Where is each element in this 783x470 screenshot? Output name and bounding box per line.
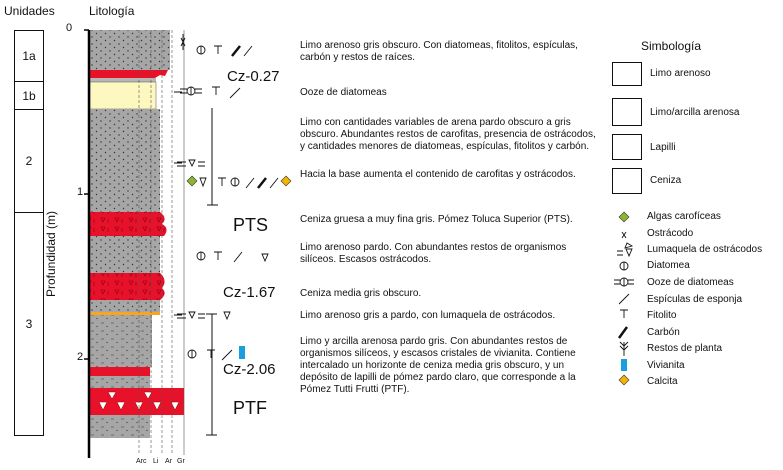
legend-label-sandy-silt: Limo arenoso	[650, 68, 711, 79]
plant-icon	[181, 34, 185, 50]
legend-box-ash	[612, 168, 642, 194]
sample-brackets	[174, 92, 218, 435]
desc-ash-medium: Ceniza media gris obscuro.	[300, 288, 422, 299]
legend-label-diatom: Diatomea	[647, 260, 690, 271]
legend-box-clayey-silt	[612, 98, 642, 126]
legend-label-charcoal: Carbón	[647, 327, 680, 338]
tephra-ptf: PTF	[233, 398, 267, 418]
legend-label-phytolith: Fitolito	[647, 310, 677, 321]
vivianite-icon	[239, 346, 245, 359]
desc-unit3: Limo y arcilla arenosa pardo gris. Con abundantes restos de organismos silíceos, y escasos cristales de vivianita. Contiene intercalado un horizonte de ceniza media gris obscuro, y un depósito de lapilli de pómez pardo claro, que corresponde a la Pómez Tutti Frutti (PTF).	[300, 336, 576, 395]
legend-label-ooze: Ooze de diatomeas	[647, 277, 734, 288]
legend-label-ostracod: Ostrácodo	[647, 228, 694, 239]
layer-ash-medium	[90, 273, 165, 300]
legend-label-charophyte: Algas carofíceas	[647, 211, 721, 222]
layer-1a-base	[90, 78, 156, 82]
units-header: Unidades	[4, 4, 55, 18]
charophyte-icon	[187, 176, 197, 186]
layer-intercalated-ash	[90, 367, 150, 376]
unit-label-1a: 1a	[22, 49, 36, 63]
layer-clayey-silt	[90, 315, 152, 367]
calcite-icon	[281, 176, 291, 186]
desc-unit2-base: Hacia la base aumenta el contenido de carofitas y ostrácodos.	[300, 169, 576, 180]
grain-label-gr: Gr	[177, 458, 185, 465]
grain-label-li: Li	[153, 458, 159, 465]
legend-label-calcite: Calcita	[647, 376, 678, 387]
layer-ooze	[90, 82, 156, 109]
layer-pts	[90, 212, 167, 236]
legend-box-sandy-silt	[612, 62, 642, 86]
layer-base	[90, 415, 150, 438]
legend-charophyte-icon	[619, 212, 629, 222]
layer-clayey-silt-2	[90, 376, 150, 388]
depth-tick-0: 0	[66, 22, 73, 34]
legend-vivianite-icon	[621, 359, 627, 371]
lithology-header: Litología	[89, 4, 135, 18]
legend-label-clayey-silt: Limo/arcilla arenosa	[650, 107, 740, 118]
unit-label-2: 2	[25, 154, 33, 168]
legend-calcite-icon	[619, 375, 629, 385]
unit-label-1b: 1b	[22, 89, 36, 103]
legend-label-plant-remains: Restos de planta	[647, 343, 723, 354]
desc-lumaquela: Limo arenoso gris a pardo, con lumaquela de ostrácodos.	[300, 310, 556, 321]
sample-cz-167: Cz-1.67	[223, 284, 276, 301]
depth-tick-2: 2	[77, 351, 84, 363]
depth-tick-1: 1	[77, 186, 84, 198]
layer-1a-ash	[90, 70, 168, 78]
sample-cz-206: Cz-2.06	[223, 361, 276, 378]
legend-symbols	[614, 232, 634, 356]
depth-axis-title: Profundidad (m)	[44, 210, 58, 298]
layer-unit2	[90, 109, 160, 212]
legend-label-lumaquela: Lumaquela de ostrácodos	[647, 244, 763, 255]
desc-ooze: Ooze de diatomeas	[300, 87, 387, 98]
desc-pts: Ceniza gruesa a muy fina gris. Pómez Toluca Superior (PTS).	[300, 214, 573, 225]
layer-lumaquela	[90, 300, 160, 312]
legend-label-ash: Ceniza	[650, 175, 682, 186]
legend-label-vivianite: Vivianita	[647, 360, 685, 371]
layer-ptf-lapilli	[90, 388, 184, 415]
tephra-pts: PTS	[233, 215, 269, 235]
desc-unit2: Limo con cantidades variables de arena pardo obscuro a gris obscuro. Abundantes restos de carofitas, presencia de ostrácodos, y cantidades menores de diatomeas, espículas, fitolitos y carbón.	[300, 117, 596, 152]
layer-orange-band	[90, 312, 160, 315]
grain-label-ar: Ar	[165, 458, 172, 465]
desc-unit1a: Limo arenoso gris obscuro. Con diatomeas, fitolitos, espículas, carbón y restos de raíces.	[300, 40, 578, 63]
legend-box-lapilli	[612, 134, 642, 160]
unit-label-3: 3	[25, 317, 33, 331]
legend-title: Simbología	[641, 39, 702, 53]
layer-1a	[90, 30, 170, 70]
sample-cz-027: Cz-0.27	[227, 68, 280, 85]
grain-label-arc: Arc	[136, 458, 147, 465]
legend-label-spicule: Espículas de esponja	[647, 294, 743, 305]
legend-label-lapilli: Lapilli	[650, 142, 676, 153]
desc-brown-silt: Limo arenoso pardo. Con abundantes restos de organismos silíceos. Escasos ostrácodos.	[300, 242, 567, 265]
layer-brown-silt	[90, 236, 160, 273]
